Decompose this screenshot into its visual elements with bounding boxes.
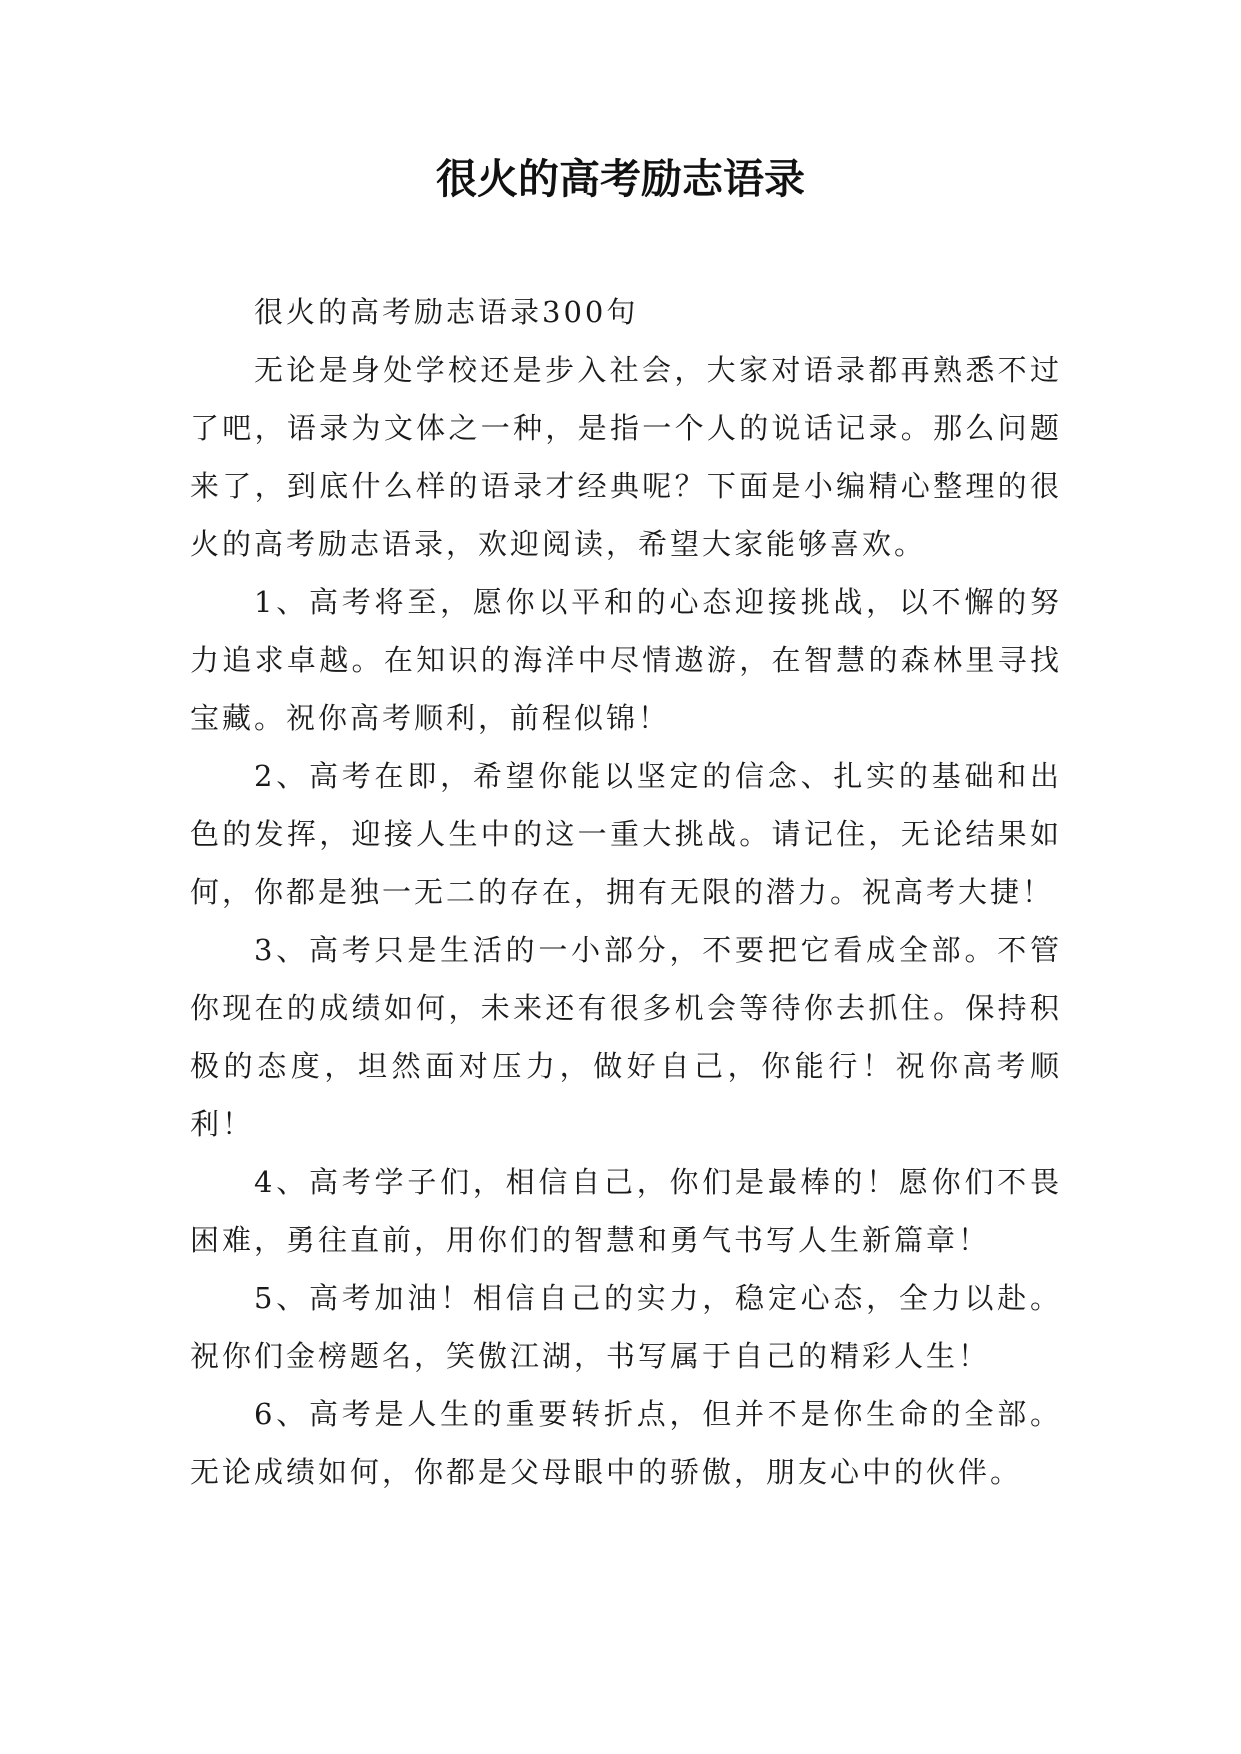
quote-paragraph-6: 6、高考是人生的重要转折点，但并不是你生命的全部。无论成绩如何，你都是父母眼中的骄傲，朋友心中的伙伴。 (190, 1397, 1062, 1489)
quote-paragraph-2: 2、高考在即，希望你能以坚定的信念、扎实的基础和出色的发挥，迎接人生中的这一重大挑战。请记住，无论结果如何，你都是独一无二的存在，拥有无限的潜力。祝高考大捷！ (190, 759, 1062, 909)
quote-paragraph-5: 5、高考加油！相信自己的实力，稳定心态，全力以赴。祝你们金榜题名，笑傲江湖，书写属于自己的精彩人生！ (190, 1281, 1062, 1373)
document-body (190, 283, 1062, 1501)
intro-paragraph: 无论是身处学校还是步入社会，大家对语录都再熟悉不过了吧，语录为文体之一种，是指一个人的说话记录。那么问题来了，到底什么样的语录才经典呢？下面是小编精心整理的很火的高考励志语录，欢迎阅读，希望大家能够喜欢。 (190, 353, 1062, 561)
document-title: 很火的高考励志语录 (436, 155, 805, 203)
subtitle-paragraph: 很火的高考励志语录300句 (254, 295, 639, 329)
quote-paragraph-4: 4、高考学子们，相信自己，你们是最棒的！愿你们不畏困难，勇往直前，用你们的智慧和勇气书写人生新篇章！ (190, 1165, 1062, 1257)
quote-paragraph-1: 1、高考将至，愿你以平和的心态迎接挑战，以不懈的努力追求卓越。在知识的海洋中尽情遨游，在智慧的森林里寻找宝藏。祝你高考顺利，前程似锦！ (190, 585, 1062, 735)
quote-paragraph-3: 3、高考只是生活的一小部分，不要把它看成全部。不管你现在的成绩如何，未来还有很多机会等待你去抓住。保持积极的态度，坦然面对压力，做好自己，你能行！祝你高考顺利！ (190, 933, 1062, 1141)
